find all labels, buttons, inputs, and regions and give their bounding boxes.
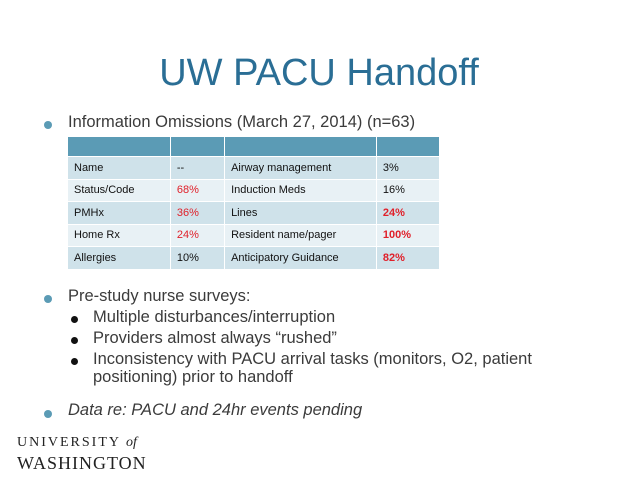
sub-bullet-inconsistency-cont: positioning) prior to handoff (93, 368, 293, 386)
table-cell: Name (68, 157, 170, 180)
table-row (68, 179, 440, 202)
table-row (68, 247, 440, 269)
sub-bullet-rushed: Providers almost always “rushed” (93, 329, 337, 347)
table-row (68, 202, 440, 225)
bullet-surveys: Pre-study nurse surveys: (68, 287, 251, 305)
sub-bullet-dot-icon (71, 358, 78, 365)
table-cell: 10% (170, 247, 224, 269)
table-cell: Induction Meds (225, 179, 377, 202)
table-header-cell (225, 137, 377, 157)
bullet-dot-icon (44, 121, 52, 129)
table-cell: Airway management (225, 157, 377, 180)
table-header-cell (68, 137, 170, 157)
table-cell: Resident name/pager (225, 224, 377, 247)
table-cell: PMHx (68, 202, 170, 225)
table-cell: 36% (170, 202, 224, 225)
table-cell: Status/Code (68, 179, 170, 202)
logo-line-washington: WASHINGTON (17, 453, 147, 473)
table-cell: 16% (376, 179, 439, 202)
table-header-row (68, 137, 440, 157)
bullet-omissions: Information Omissions (March 27, 2014) (n=63) (68, 113, 416, 131)
table-cell: 24% (170, 224, 224, 247)
university-logo (17, 435, 157, 475)
table-row (68, 157, 440, 180)
sub-bullet-disturbances: Multiple disturbances/interruption (93, 308, 336, 326)
table-header-cell (376, 137, 439, 157)
sub-bullet-dot-icon (71, 337, 78, 344)
table-cell: 24% (376, 202, 439, 225)
table-row (68, 224, 440, 247)
sub-bullet-inconsistency: Inconsistency with PACU arrival tasks (monitors, O2, patient (93, 350, 532, 368)
logo-of-text: of (125, 435, 137, 450)
table-cell: 100% (376, 224, 439, 247)
table-cell: Lines (225, 202, 377, 225)
slide-title: UW PACU Handoff (159, 52, 479, 94)
omissions-table (68, 137, 440, 269)
table-cell: Home Rx (68, 224, 170, 247)
table-cell: 68% (170, 179, 224, 202)
logo-line-university (17, 435, 137, 451)
table-cell: Anticipatory Guidance (225, 247, 377, 269)
table-cell: 82% (376, 247, 439, 269)
table-header-cell (170, 137, 224, 157)
table-cell: -- (170, 157, 224, 180)
bullet-dot-icon (44, 295, 52, 303)
bullet-pending: Data re: PACU and 24hr events pending (68, 401, 363, 419)
table-cell: Allergies (68, 247, 170, 269)
table-cell: 3% (376, 157, 439, 180)
logo-university-text: UNIVERSITY (17, 435, 121, 450)
sub-bullet-dot-icon (71, 316, 78, 323)
bullet-dot-icon (44, 410, 52, 418)
